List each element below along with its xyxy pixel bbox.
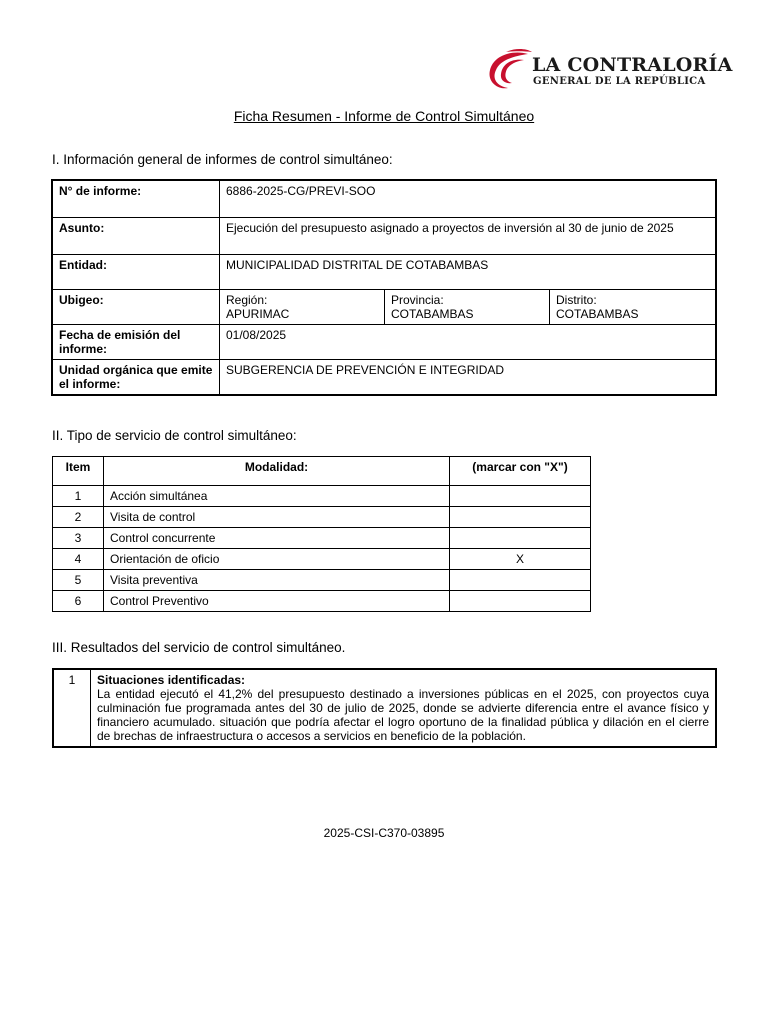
table-row	[52, 325, 716, 360]
modalidad-name: Control Preventivo	[104, 591, 450, 612]
mark-cell	[450, 507, 591, 528]
logo-swoosh-icon	[484, 48, 534, 94]
region-value: APURIMAC	[226, 307, 290, 321]
result-number: 1	[53, 669, 91, 747]
result-content	[91, 669, 717, 747]
section-2-title: II. Tipo de servicio de control simultáneo:	[52, 428, 297, 443]
mark-cell	[450, 591, 591, 612]
modalidad-name: Control concurrente	[104, 528, 450, 549]
result-text: La entidad ejecutó el 41,2% del presupuesto destinado a inversiones públicas en el 2025, con proyectos cuya culminación fue programada antes del 30 de julio de 2025, donde se advierte diferencia entre el avance físico y financiero acumulado. situación que podría afectar el logro oportuno de la finalidad pública y dilación en el cierre de brechas de infraestructura o accesos a servicios en beneficio de la población.	[97, 687, 709, 743]
entidad-label: Entidad:	[52, 255, 220, 290]
modalidad-name: Visita preventiva	[104, 570, 450, 591]
region-cell	[220, 290, 385, 325]
marcar-header: (marcar con "X")	[450, 457, 591, 486]
item-number: 2	[53, 507, 104, 528]
service-type-table	[52, 456, 591, 612]
modalidad-header: Modalidad:	[104, 457, 450, 486]
results-table	[52, 668, 717, 748]
distrito-value: COTABAMBAS	[556, 307, 639, 321]
section-1-title: I. Información general de informes de control simultáneo:	[52, 152, 393, 167]
modalidad-name: Visita de control	[104, 507, 450, 528]
provincia-cell	[385, 290, 550, 325]
item-number: 1	[53, 486, 104, 507]
table-row	[53, 570, 591, 591]
fecha-label: Fecha de emisión del informe:	[52, 325, 220, 360]
table-row	[53, 591, 591, 612]
table-row	[53, 486, 591, 507]
table-header-row	[53, 457, 591, 486]
unidad-label: Unidad orgánica que emite el informe:	[52, 360, 220, 396]
result-heading: Situaciones identificadas:	[97, 673, 246, 687]
modalidad-name: Orientación de oficio	[104, 549, 450, 570]
distrito-cell	[550, 290, 717, 325]
provincia-value: COTABAMBAS	[391, 307, 474, 321]
logo-title: LA CONTRALORÍA	[532, 54, 733, 76]
table-row	[52, 290, 716, 325]
asunto-label: Asunto:	[52, 218, 220, 255]
item-number: 6	[53, 591, 104, 612]
table-row	[52, 255, 716, 290]
mark-cell	[450, 486, 591, 507]
item-header: Item	[53, 457, 104, 486]
contraloria-logo	[484, 48, 734, 94]
informe-value: 6886-2025-CG/PREVI-SOO	[220, 180, 717, 218]
fecha-value: 01/08/2025	[220, 325, 717, 360]
region-label: Región:	[226, 293, 268, 307]
mark-cell	[450, 570, 591, 591]
item-number: 5	[53, 570, 104, 591]
provincia-label: Provincia:	[391, 293, 444, 307]
modalidad-name: Acción simultánea	[104, 486, 450, 507]
table-row	[53, 669, 716, 747]
asunto-value: Ejecución del presupuesto asignado a proyectos de inversión al 30 de junio de 2025	[220, 218, 717, 255]
ubigeo-label: Ubigeo:	[52, 290, 220, 325]
table-row	[53, 507, 591, 528]
page-title: Ficha Resumen - Informe de Control Simultáneo	[233, 108, 535, 124]
logo-subtitle: GENERAL DE LA REPÚBLICA	[533, 76, 706, 87]
unidad-value: SUBGERENCIA DE PREVENCIÓN E INTEGRIDAD	[220, 360, 717, 396]
table-row	[53, 549, 591, 570]
section-3-title: III. Resultados del servicio de control simultáneo.	[52, 640, 346, 655]
distrito-label: Distrito:	[556, 293, 597, 307]
informe-label: N° de informe:	[52, 180, 220, 218]
table-row	[52, 360, 716, 396]
table-row	[52, 218, 716, 255]
item-number: 4	[53, 549, 104, 570]
item-number: 3	[53, 528, 104, 549]
mark-cell	[450, 528, 591, 549]
document-code: 2025-CSI-C370-03895	[323, 826, 445, 840]
entidad-value: MUNICIPALIDAD DISTRITAL DE COTABAMBAS	[220, 255, 717, 290]
general-info-table	[51, 179, 717, 396]
table-row	[53, 528, 591, 549]
table-row	[52, 180, 716, 218]
mark-cell: X	[450, 549, 591, 570]
